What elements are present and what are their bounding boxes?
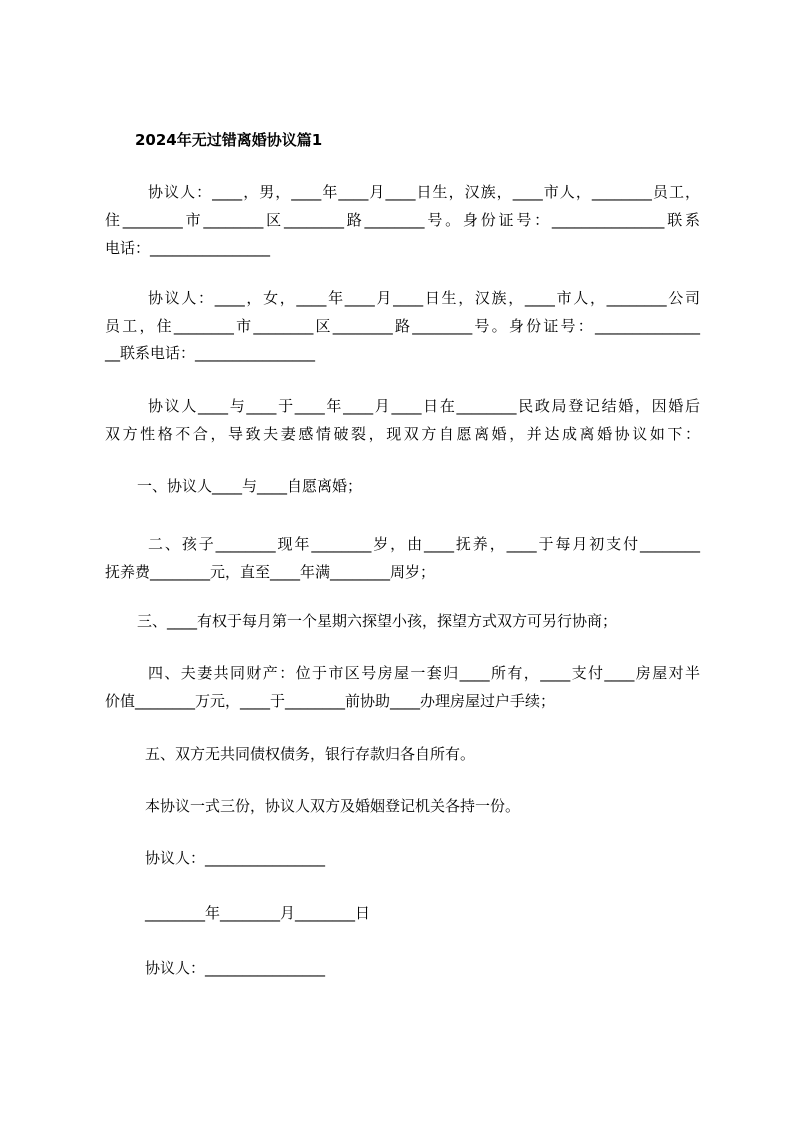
party1-line3: 电话：________________: [105, 239, 271, 257]
party1-line1: 协议人：____，男，____年____月____日生，汉族，____市人，________员工，: [148, 183, 700, 201]
marriage-line1: 协议人____与____于____年____月____日在________民政局登记结婚，因婚后: [148, 397, 700, 415]
clause-1: 一、协议人____与____自愿离婚；: [137, 477, 363, 495]
marriage-line2: 双方性格不合，导致夫妻感情破裂，现双方自愿离婚，并达成离婚协议如下：: [105, 425, 700, 443]
document-title: 2024年无过错离婚协议篇1: [135, 131, 323, 149]
clause-2-line2: 抚养费________元，直至____年满________周岁；: [105, 563, 436, 581]
party2-line2: 员工，住________市________区________路________号。身份证号：______________: [105, 317, 700, 335]
clause-4-line2: 价值________万元，____于________前协助____办理房屋过户手续；: [105, 692, 556, 710]
clause-5: 五、双方无共同债权债务，银行存款归各自所有。: [145, 745, 476, 763]
clause-2-line1: 二、孩子________现年________岁，由____抚养，____于每月初支付________: [148, 535, 700, 553]
clause-4-line1: 四、夫妻共同财产：位于市区号房屋一套归____所有，____支付____房屋对半: [148, 664, 700, 682]
signature-line-2: 协议人：________________: [145, 959, 326, 977]
party1-line2: 住________市________区________路________号。身份证号：_______________联系: [105, 211, 700, 229]
clause-3: 三、____有权于每月第一个星期六探望小孩，探望方式双方可另行协商；: [137, 612, 618, 630]
party2-line1: 协议人：____，女，____年____月____日生，汉族，____市人，________公司: [148, 289, 700, 307]
date-line: ________年________月________日: [145, 904, 371, 922]
copies-statement: 本协议一式三份，协议人双方及婚姻登记机关各持一份。: [145, 797, 521, 815]
signature-line-1: 协议人：________________: [145, 849, 326, 867]
party2-line3: __联系电话：________________: [105, 344, 316, 362]
